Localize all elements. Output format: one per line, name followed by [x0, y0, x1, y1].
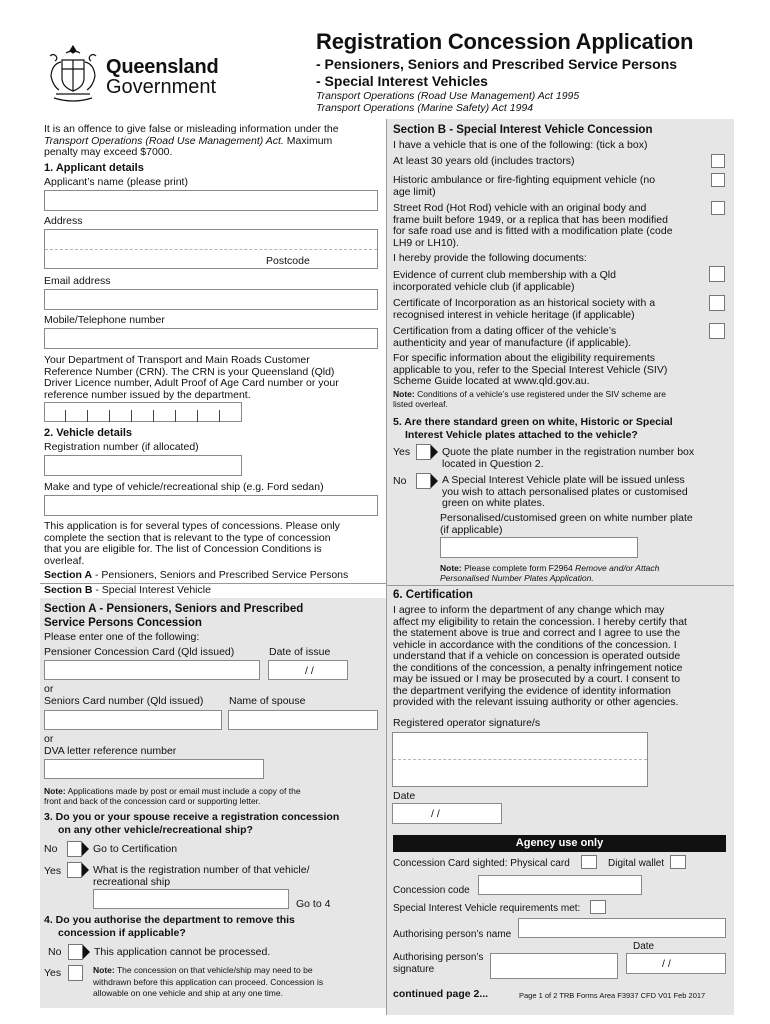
q5-no-text	[442, 475, 688, 510]
postcode-label: Postcode	[266, 255, 310, 267]
certification-heading: 6. Certification	[393, 589, 473, 601]
email-input[interactable]	[44, 289, 378, 310]
q5-yes-line-1: Quote the plate number in the registration number box	[442, 446, 695, 458]
doc-club-line-2: incorporated vehicle club (if applicable)	[393, 280, 575, 293]
crn-line-3: Driver Licence number, Adult Proof of Age Card number or your	[44, 377, 339, 389]
or-label: or	[44, 683, 54, 695]
siv-info-line-3: Scheme Guide located at www.qld.gov.au.	[393, 375, 590, 387]
physical-card-checkbox[interactable]	[581, 855, 597, 869]
auth-signature-input[interactable]	[490, 953, 618, 979]
auth-name-label: Authorising person’s name	[393, 929, 512, 940]
question-5-line-1: 5. Are there standard green on white, Historic or Special	[393, 416, 673, 428]
q3-no-checkbox[interactable]	[67, 841, 89, 857]
cert-line-7: may be issued or I may be prosecuted by a court. I consent to	[393, 673, 681, 685]
note-label: Note:	[93, 965, 115, 975]
arrow-right-icon	[83, 945, 90, 959]
vehicle-details-heading: 2. Vehicle details	[44, 427, 133, 439]
date-of-issue-input[interactable]	[268, 660, 348, 680]
date-separator: / /	[662, 958, 671, 970]
dva-label: DVA letter reference number	[44, 745, 177, 757]
postcode-spacer	[44, 269, 378, 270]
date-separator: / /	[305, 665, 314, 677]
cert-date-input[interactable]	[392, 803, 502, 824]
several-line-2: complete the section that is relevant to the type of concession	[44, 531, 331, 544]
pension-card-label: Pensioner Concession Card (Qld issued)	[44, 646, 235, 658]
option-30-years: At least 30 years old (includes tractors)	[393, 155, 575, 167]
cert-line-9: provided with the relevant issuing authority or other agencies.	[393, 696, 679, 708]
section-a-note-line-1	[44, 786, 380, 796]
q3-yes-checkbox[interactable]	[67, 862, 89, 878]
note-label: Note:	[440, 563, 462, 573]
form-title: Registration Concession Application	[316, 29, 694, 54]
personalised-line-1: Personalised/customised green on white number plate	[440, 512, 693, 524]
section-a-ref-text: - Pensioners, Seniors and Prescribed Service Persons	[92, 569, 349, 581]
go-to-4: Go to 4	[296, 898, 331, 910]
phone-input[interactable]	[44, 328, 378, 349]
doc-club-line-1: Evidence of current club membership with a Qld	[393, 269, 616, 281]
offence-line-3: penalty may exceed $7000.	[44, 146, 173, 158]
q4-note-line-3: allowable on one vehicle and ship at any one time.	[93, 988, 283, 998]
question-4-line-1: 4. Do you authorise the department to remove this	[44, 914, 295, 926]
cert-line-6: the conditions of the concession, a penalty infringement notice	[393, 661, 683, 674]
question-4-line-2: concession if applicable?	[58, 926, 186, 939]
concession-code-label: Concession code	[393, 885, 470, 896]
section-b-ref	[44, 585, 211, 597]
crn-line-1: Your Department of Transport and Main Roads Customer	[44, 354, 310, 366]
doc-dating-officer	[393, 326, 631, 349]
applicant-name-label: Applicant’s name (please print)	[44, 176, 188, 188]
section-b-ref-text: - Special Interest Vehicle	[92, 584, 211, 596]
personalised-plate-input[interactable]	[440, 537, 638, 558]
street-rod-line-3: for safe road use and is fitted with a modification plate (code	[393, 225, 673, 237]
question-5	[393, 416, 673, 441]
historic-line-1: Historic ambulance or fire-fighting equipment vehicle (no	[393, 174, 656, 186]
qld-government-logo	[44, 42, 224, 104]
agency-date-input[interactable]	[626, 953, 726, 974]
logo-queensland: Queensland	[106, 56, 219, 78]
q4-yes-checkbox[interactable]	[68, 965, 83, 981]
digital-wallet-label: Digital wallet	[608, 858, 665, 869]
q5-yes-text	[442, 447, 694, 470]
arrow-right-icon	[431, 474, 438, 488]
several-concessions-note	[44, 521, 382, 567]
continued-page-2: continued page 2...	[393, 988, 489, 1000]
address-divider	[45, 249, 377, 250]
cert-line-3: the statement above is true and correct and I agree to use the	[393, 627, 681, 639]
auth-signature-label	[393, 952, 483, 975]
column-divider	[386, 119, 387, 1015]
subtitle-line-1: - Pensioners, Seniors and Prescribed Service Persons	[316, 56, 678, 72]
section-b-ref-label: Section B	[44, 584, 93, 596]
doc-club-membership	[393, 270, 616, 293]
make-input[interactable]	[44, 495, 378, 516]
other-rego-line-2: recreational ship	[93, 875, 171, 888]
spouse-input[interactable]	[228, 710, 378, 730]
legislation-acts	[316, 90, 579, 114]
doc-incorp-line-1: Certificate of Incorporation as an historical society with a	[393, 297, 656, 309]
q5-yes-checkbox[interactable]	[416, 444, 438, 460]
q4-note-line-1	[93, 965, 383, 977]
q4-no-label: No	[48, 946, 62, 958]
siv-info-line-1: For specific information about the eligibility requirements	[393, 352, 656, 364]
several-line-3: that you are eligible for. The list of Concession Conditions is	[44, 543, 322, 555]
section-a-ref-label: Section A	[44, 569, 93, 581]
act-line-2: Transport Operations (Marine Safety) Act 1994	[316, 102, 534, 114]
q4-yes-label: Yes	[44, 967, 62, 979]
card-sighted-label: Concession Card sighted: Physical card	[393, 858, 570, 869]
doc-incorp-line-2: recognised interest in vehicle heritage (if applicable)	[393, 308, 635, 321]
note-text: Conditions of a vehicle’s use registered under the SIV scheme are	[414, 389, 666, 399]
auth-name-input[interactable]	[518, 918, 726, 938]
question-5-line-2: Interest Vehicle plates attached to the vehicle?	[405, 428, 638, 441]
option-historic	[393, 175, 655, 198]
have-vehicle-label: I have a vehicle that is one of the following: (tick a box)	[393, 139, 648, 151]
address-label: Address	[44, 215, 83, 227]
section-a-ref	[44, 570, 348, 582]
form-name: Remove and/or Attach	[575, 563, 660, 573]
siv-note-line-1	[393, 389, 731, 399]
personalised-line-2: (if applicable)	[440, 523, 503, 536]
question-3-line-2: on any other vehicle/recreational ship?	[58, 823, 253, 836]
offence-notice	[44, 124, 380, 159]
q5-yes-line-2: located in Question 2.	[442, 457, 544, 470]
cert-line-8: the department verifying the evidence of identity information	[393, 684, 671, 697]
cert-line-2: affect my eligibility to retain the concession. I hereby certify that	[393, 615, 687, 628]
enter-one-label: Please enter one of the following:	[44, 631, 200, 643]
personalised-plate-label	[440, 513, 693, 536]
dva-input[interactable]	[44, 759, 264, 779]
rego-label: Registration number (if allocated)	[44, 441, 199, 453]
note-label: Note:	[393, 389, 415, 399]
q5-no-line-3: green on white plates.	[442, 497, 545, 509]
q5-no-checkbox[interactable]	[416, 473, 438, 489]
arrow-right-icon	[82, 842, 89, 856]
act-name: Transport Operations (Road Use Management) Act.	[44, 134, 284, 147]
auth-sig-line-1: Authorising person’s	[393, 952, 484, 963]
seniors-card-label: Seniors Card number (Qld issued)	[44, 695, 204, 707]
q3-yes-label: Yes	[44, 865, 62, 877]
option-street-rod	[393, 203, 673, 249]
arrow-right-icon	[431, 445, 438, 459]
page-info: Page 1 of 2 TRB Forms Area F3937 CFD V01 Feb 2017	[519, 991, 706, 1000]
applicant-details-heading: 1. Applicant details	[44, 162, 144, 174]
crn-description	[44, 355, 382, 401]
note-text: Applications made by post or email must include a copy of the	[65, 786, 301, 796]
q5-no-line-2: you wish to attach personalised plates or customised	[442, 485, 688, 498]
spouse-label: Name of spouse	[229, 695, 306, 707]
digital-wallet-checkbox[interactable]	[670, 855, 686, 869]
agency-use-header: Agency use only	[393, 835, 726, 852]
section-a-title-1: Section A - Pensioners, Seniors and Prescribed	[44, 603, 304, 615]
email-label: Email address	[44, 275, 111, 287]
arrow-right-icon	[82, 863, 89, 877]
q5-yes-label: Yes	[393, 446, 411, 458]
doc-club-checkbox[interactable]	[709, 266, 725, 282]
note-text: The concession on that vehicle/ship may need to be	[114, 965, 313, 975]
rego-input[interactable]	[44, 455, 242, 476]
signature-label: Registered operator signature/s	[393, 717, 541, 729]
several-line-4: overleaf.	[44, 554, 85, 567]
cert-line-1: I agree to inform the department of any change which may	[393, 604, 665, 616]
other-rego-line-1: What is the registration number of that vehicle/	[93, 864, 310, 876]
make-label: Make and type of vehicle/recreational ship (e.g. Ford sedan)	[44, 481, 324, 493]
option-street-rod-checkbox[interactable]	[711, 201, 725, 215]
crn-line-2: Reference Number (CRN). The CRN is your Queensland (Qld)	[44, 365, 335, 378]
coat-of-arms-icon	[44, 42, 102, 104]
offence-line-1: It is an offence to give false or misleading information under the	[44, 123, 339, 135]
question-3-line-1: 3. Do you or your spouse receive a registration concession	[44, 811, 340, 823]
form-subtitle	[316, 56, 677, 90]
question-3	[44, 811, 339, 836]
doc-dating-line-1: Certification from a dating officer of the vehicle’s	[393, 325, 617, 337]
concession-code-input[interactable]	[478, 875, 642, 895]
note-text: Please complete form F2964	[461, 563, 576, 573]
subtitle-line-2: - Special Interest Vehicles	[316, 73, 488, 89]
doc-dating-checkbox[interactable]	[709, 323, 725, 339]
street-rod-line-1: Street Rod (Hot Rod) vehicle with an original body and	[393, 202, 647, 214]
option-30-years-checkbox[interactable]	[711, 154, 725, 168]
historic-line-2: age limit)	[393, 185, 436, 198]
note-label: Note:	[44, 786, 66, 796]
street-rod-line-4: LH9 or LH10).	[393, 236, 459, 249]
siv-met-label: Special Interest Vehicle requirements met:	[393, 903, 581, 914]
section-b-heading: Section B - Special Interest Vehicle Concession	[393, 124, 653, 136]
q5-no-line-1: A Special Interest Vehicle plate will be issued unless	[442, 474, 685, 486]
go-to-certification: Go to Certification	[93, 843, 178, 855]
provide-docs-label: I hereby provide the following documents:	[393, 252, 587, 264]
section-a-note-line-2: front and back of the concession card or supporting letter.	[44, 796, 261, 806]
siv-note	[393, 389, 731, 409]
offence-maximum: Maximum	[283, 134, 333, 147]
applicant-name-input[interactable]	[44, 190, 378, 211]
cert-line-4: vehicle in accordance with the conditions of the concession. I	[393, 638, 677, 651]
q4-note-line-2: withdrawn before this application can proceed. Concession is	[93, 976, 324, 987]
q4-no-checkbox[interactable]	[68, 944, 90, 960]
several-line-1: This application is for several types of concessions. Please only	[44, 520, 340, 532]
siv-info-line-2: applicable to you, refer to the Special Interest Vehicle (SIV)	[393, 363, 668, 376]
cannot-process: This application cannot be processed.	[94, 946, 271, 958]
plates-note-line-2: Personalised Number Plates Application.	[440, 573, 594, 583]
cert-date-label: Date	[393, 790, 416, 802]
siv-met-checkbox[interactable]	[590, 900, 606, 914]
pension-card-input[interactable]	[44, 660, 260, 680]
siv-info	[393, 353, 667, 388]
divider	[386, 585, 734, 586]
section-a-note	[44, 786, 380, 806]
option-historic-checkbox[interactable]	[711, 173, 725, 187]
q3-no-label: No	[44, 843, 58, 855]
question-4	[44, 914, 295, 939]
other-rego-question	[93, 865, 310, 888]
crn-line-4: reference number issued by the department.	[44, 388, 251, 401]
act-line-1: Transport Operations (Road Use Management) Act 1995	[316, 90, 580, 102]
certification-text	[393, 605, 731, 709]
cert-line-5: understand that if a vehicle on concession is operated outside	[393, 650, 681, 662]
date-of-issue-label: Date of issue	[269, 646, 331, 658]
logo-government: Government	[106, 76, 217, 98]
siv-note-line-2: listed overleaf.	[393, 399, 448, 409]
seniors-card-input[interactable]	[44, 710, 222, 730]
agency-date-label: Date	[633, 941, 655, 952]
date-separator: / /	[431, 808, 440, 820]
doc-dating-line-2: authenticity and year of manufacture (if applicable).	[393, 336, 632, 349]
plates-note	[440, 563, 732, 583]
doc-incorporation	[393, 298, 655, 321]
or-label-2: or	[44, 733, 54, 745]
other-rego-input[interactable]	[93, 889, 289, 909]
phone-label: Mobile/Telephone number	[44, 314, 165, 326]
signature-divider	[393, 759, 647, 760]
street-rod-line-2: frame built before 1949, or a replica that has been modified	[393, 213, 668, 226]
q5-no-label: No	[393, 475, 407, 487]
plates-note-line-1	[440, 563, 732, 573]
auth-sig-line-2: signature	[393, 963, 435, 975]
section-a-title-2: Service Persons Concession	[44, 617, 202, 629]
doc-incorporation-checkbox[interactable]	[709, 295, 725, 311]
section-a-heading	[44, 602, 303, 630]
q4-note	[93, 965, 383, 1000]
crn-input[interactable]	[44, 402, 242, 422]
